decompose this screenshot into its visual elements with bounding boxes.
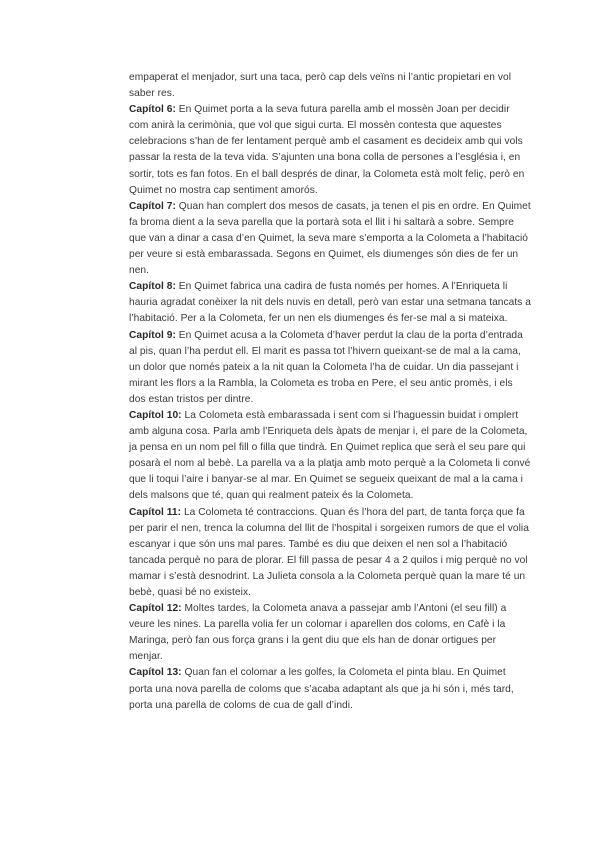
chapter-text: En Quimet porta a la seva futura parella amb el mossèn Joan per decidir com anirà la cerimònia, que vol que sigui curta. El mossèn contesta que aquestes celebracions s’han de fer lentament perquè amb el casament es decideix amb qui vols passar la resta de la teva vida. S’ajunten una bona colla de persones a l’església i, en sortir, tots es fan fotos. En el ball després de dinar, la Colometa està molt feliç, però en Quimet no mostra cap sentiment amorós. bbox=[129, 104, 525, 196]
chapter-paragraph bbox=[129, 505, 531, 602]
chapter-label: Capítol 10: bbox=[129, 409, 182, 421]
chapter-label: Capítol 11: bbox=[129, 506, 182, 518]
chapter-label: Capítol 13: bbox=[129, 667, 182, 679]
chapter-label: Capítol 9: bbox=[129, 329, 176, 341]
intro-paragraph: empaperat el menjador, surt una taca, però cap dels veïns ni l’antic propietari en vol saber res. bbox=[129, 72, 512, 100]
chapter-text: Quan han complert dos mesos de casats, ja tenen el pis en ordre. En Quimet fa broma dient a la seva parella que la portarà sota el llit i hi saltarà a sobre. Sempre que van a dinar a casa d’en Quimet, la seva mare s’emporta a la Colometa a l’habitació per veure si està embarassada. Segons en Quimet, els diumenges són dies de fer un nen. bbox=[129, 200, 531, 277]
chapter-paragraph bbox=[129, 199, 531, 279]
chapter-text: Quan fan el colomar a les golfes, la Colometa el pinta blau. En Quimet porta una nova parella de coloms que s’acaba adaptant als que ja hi són i, més tard, porta una parella de coloms de cua de gall d’indi. bbox=[129, 667, 514, 711]
chapter-label: Capítol 6: bbox=[129, 104, 176, 116]
chapter-paragraph bbox=[129, 328, 531, 408]
chapter-text: La Colometa té contraccions. Quan és l’hora del part, de tanta força que fa per parir el nen, trenca la columna del llit de l’hospital i sorgeixen rumors de que el volia escanyar i que són uns mal pares. També es diu que deixen el nen sol a l’habitació tancada perquè no para de plorar. El fill passa de pesar 4 a 2 quilos i mig perquè no vol mamar i s’està desnodrint. La Julieta consola a la Colometa perquè quan la mare té un bebè, quasi bé no existeix. bbox=[129, 506, 529, 598]
chapter-paragraph bbox=[129, 665, 531, 713]
chapter-label: Capítol 12: bbox=[129, 603, 182, 615]
body-text bbox=[129, 70, 531, 714]
chapter-paragraph bbox=[129, 408, 531, 505]
chapter-text: En Quimet fabrica una cadira de fusta només per homes. A l’Enriqueta li hauria agradat conèixer la nit dels nuvis en detall, però van estar una setmana tancats a l’habitació. Per a la Colometa, fer un nen els diumenges és fer-se mal a si mateixa. bbox=[129, 281, 532, 325]
chapter-text: En Quimet acusa a la Colometa d’haver perdut la clau de la porta d’entrada al pis, quan l’ha perdut ell. El marit es passa tot l’hivern queixant-se de mal a la cama, un dolor que només pateix a la nit quan la Colometa l’ha de cuidar. Un dia passejant i mirant les flors a la Rambla, la Colometa es troba en Pere, el seu antic promès, i els dos estan tristos per dintre. bbox=[129, 329, 523, 405]
chapter-paragraph bbox=[129, 601, 531, 665]
chapter-paragraph bbox=[129, 279, 531, 327]
chapter-label: Capítol 7: bbox=[129, 200, 176, 212]
chapter-text: Moltes tardes, la Colometa anava a passejar amb l’Antoni (el seu fill) a veure les nines. La parella volia fer un colomar i aparellen dos coloms, en Cafè i la Maringa, però fan ous força grans i la gent diu que els han de donar ortigues per menjar. bbox=[129, 603, 507, 663]
chapter-paragraph bbox=[129, 102, 531, 199]
chapter-text: La Colometa està embarassada i sent com si l’haguessin buidat i omplert amb alguna cosa. Parla amb l’Enriqueta dels àpats de menjar i, el pare de la Colometa, ja pensa en un nom pel fill o filla que tindrà. En Quimet replica que serà el seu pare qui posarà el nom al bebè. La parella va a la platja amb moto perquè a la Colometa li convé que li toqui l’aire i banyar-se al mar. En Quimet se segueix queixant de mal a la cama i dels malsons que té, quan qui realment pateix és la Colometa. bbox=[129, 409, 531, 502]
chapter-label: Capítol 8: bbox=[129, 281, 176, 293]
